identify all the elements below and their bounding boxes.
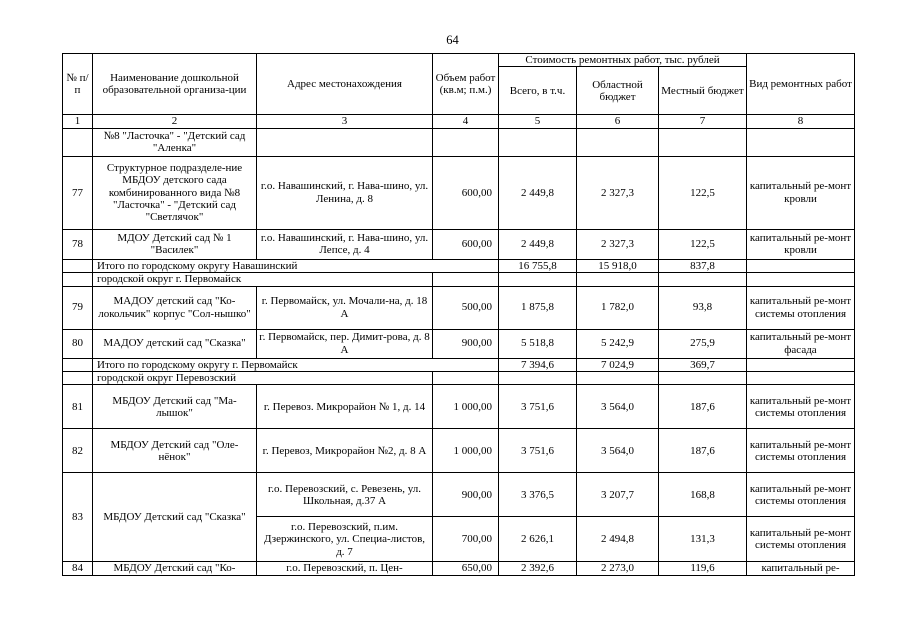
column-number: 8 [747,115,855,128]
cell-volume: 650,00 [433,562,499,575]
column-number: 7 [659,115,747,128]
header-name: Наименование дошкольной образовательной организа-ции [93,54,257,115]
table-row [63,286,855,329]
cell-address: г.о. Перевозский, с. Ревезень, ул. Школьная, д.37 А [257,473,433,517]
cell-local: 168,8 [659,473,747,517]
cell-regional: 7 024,9 [577,358,659,371]
header-kind: Вид ремонтных работ [747,54,855,115]
cell-regional: 2 494,8 [577,517,659,562]
header-total: Всего, в т.ч. [499,67,577,115]
table-row [63,473,855,517]
cell-total: 2 392,6 [499,562,577,575]
cell-name: МБДОУ Детский сад "Ко- [93,562,257,575]
cell-no: 80 [63,329,93,358]
column-number: 3 [257,115,433,128]
cell-local: 93,8 [659,286,747,329]
page-number: 64 [446,33,459,47]
cell-name: МБДОУ Детский сад "Сказка" [93,473,257,562]
cell-regional: 2 327,3 [577,156,659,229]
column-number: 2 [93,115,257,128]
cell-regional: 15 918,0 [577,259,659,272]
cell-total: 2 449,8 [499,229,577,259]
cell-kind: капитальный ре-монт системы отопления [747,286,855,329]
cell-name: МДОУ Детский сад № 1 "Василек" [93,229,257,259]
header-local: Местный бюджет [659,67,747,115]
cell-total: 3 751,6 [499,385,577,429]
cell-address: г. Перевоз. Микрорайон № 1, д. 14 [257,385,433,429]
cell-kind: капитальный ре- [747,562,855,575]
header-regional: Областной бюджет [577,67,659,115]
cell-address: г. Первомайск, пер. Димит-рова, д. 8 А [257,329,433,358]
cell-regional: 3 564,0 [577,385,659,429]
cell-local: 131,3 [659,517,747,562]
subtotal-label: Итого по городскому округу г. Первомайск [93,358,499,371]
cell-address: г. Первомайск, ул. Мочали-на, д. 18 А [257,286,433,329]
section-row [63,273,855,286]
header-no: № п/п [63,54,93,115]
cell-name: МАДОУ детский сад "Ко-локольчик" корпус "Сол-нышко" [93,286,257,329]
column-number: 1 [63,115,93,128]
cell-volume: 900,00 [433,473,499,517]
cell-no: 84 [63,562,93,575]
header-cost-group: Стоимость ремонтных работ, тыс. рублей [499,54,747,67]
cell-name: МБДОУ Детский сад "Ма-лышок" [93,385,257,429]
cell-kind: капитальный ре-монт системы отопления [747,429,855,473]
cell-address: г. Перевоз, Микрорайон №2, д. 8 А [257,429,433,473]
cell-address: г.о. Навашинский, г. Нава-шино, ул. Ленина, д. 8 [257,156,433,229]
cell-local: 187,6 [659,385,747,429]
cell-total: 2 449,8 [499,156,577,229]
cell-regional: 5 242,9 [577,329,659,358]
cell-volume: 1 000,00 [433,429,499,473]
cell-kind: капитальный ре-монт системы отопления [747,473,855,517]
cell-no: 79 [63,286,93,329]
cell-total: 7 394,6 [499,358,577,371]
cell-total: 16 755,8 [499,259,577,272]
cell-regional: 3 207,7 [577,473,659,517]
cell-local: 837,8 [659,259,747,272]
cell-total: 3 376,5 [499,473,577,517]
cell-address: г.о. Перевозский, п.им. Дзержинского, ул. Специа-листов, д. 7 [257,517,433,562]
cell-no: 83 [63,473,93,562]
cell-volume: 600,00 [433,229,499,259]
cell-kind: капитальный ре-монт фасада [747,329,855,358]
cell-total: 1 875,8 [499,286,577,329]
cell-local: 122,5 [659,156,747,229]
cell-no: 78 [63,229,93,259]
header-address: Адрес местонахождения [257,54,433,115]
cell-regional: 2 273,0 [577,562,659,575]
cell-no: 82 [63,429,93,473]
table-row [63,329,855,358]
header-volume: Объем работ (кв.м; п.м.) [433,54,499,115]
cell-local: 119,6 [659,562,747,575]
table-row [63,429,855,473]
cell-no: 77 [63,156,93,229]
cell-volume: 700,00 [433,517,499,562]
cell-local: 122,5 [659,229,747,259]
cell-kind: капитальный ре-монт кровли [747,156,855,229]
cell-name: МАДОУ детский сад "Сказка" [93,329,257,358]
column-number: 6 [577,115,659,128]
section-label: городской округ Перевозский [93,372,433,385]
table-row [63,385,855,429]
column-numbers-row [63,115,855,128]
cell-name: МБДОУ Детский сад "Оле-нёнок" [93,429,257,473]
table-row [63,128,855,156]
cell-volume: 600,00 [433,156,499,229]
table-row [63,562,855,575]
cell-no: 81 [63,385,93,429]
cell-local: 369,7 [659,358,747,371]
section-label: городской округ г. Первомайск [93,273,433,286]
subtotal-row [63,259,855,272]
table-row [63,229,855,259]
cell-regional: 1 782,0 [577,286,659,329]
cell-regional: 3 564,0 [577,429,659,473]
cell-volume: 900,00 [433,329,499,358]
subtotal-label: Итого по городскому округу Навашинский [93,259,499,272]
cell-kind: капитальный ре-монт системы отопления [747,385,855,429]
cell-total: 5 518,8 [499,329,577,358]
cell-address: г.о. Перевозский, п. Цен- [257,562,433,575]
cell-total: 2 626,1 [499,517,577,562]
subtotal-row [63,358,855,371]
cell-volume: 1 000,00 [433,385,499,429]
cell-kind: капитальный ре-монт кровли [747,229,855,259]
header-row [63,54,855,67]
section-row [63,372,855,385]
cell-kind: капитальный ре-монт системы отопления [747,517,855,562]
column-number: 4 [433,115,499,128]
cell-name: №8 "Ласточка" - "Детский сад "Аленка" [93,128,257,156]
cell-name: Структурное подразделе-ние МБДОУ детского сада комбинированного вида №8 "Ласточка" - "Детский сад "Светлячок" [93,156,257,229]
cell-regional: 2 327,3 [577,229,659,259]
table-row [63,156,855,229]
column-number: 5 [499,115,577,128]
cell-address: г.о. Навашинский, г. Нава-шино, ул. Лепсе, д. 4 [257,229,433,259]
repair-works-table [62,53,855,576]
cell-local: 275,9 [659,329,747,358]
cell-local: 187,6 [659,429,747,473]
cell-total: 3 751,6 [499,429,577,473]
cell-volume: 500,00 [433,286,499,329]
